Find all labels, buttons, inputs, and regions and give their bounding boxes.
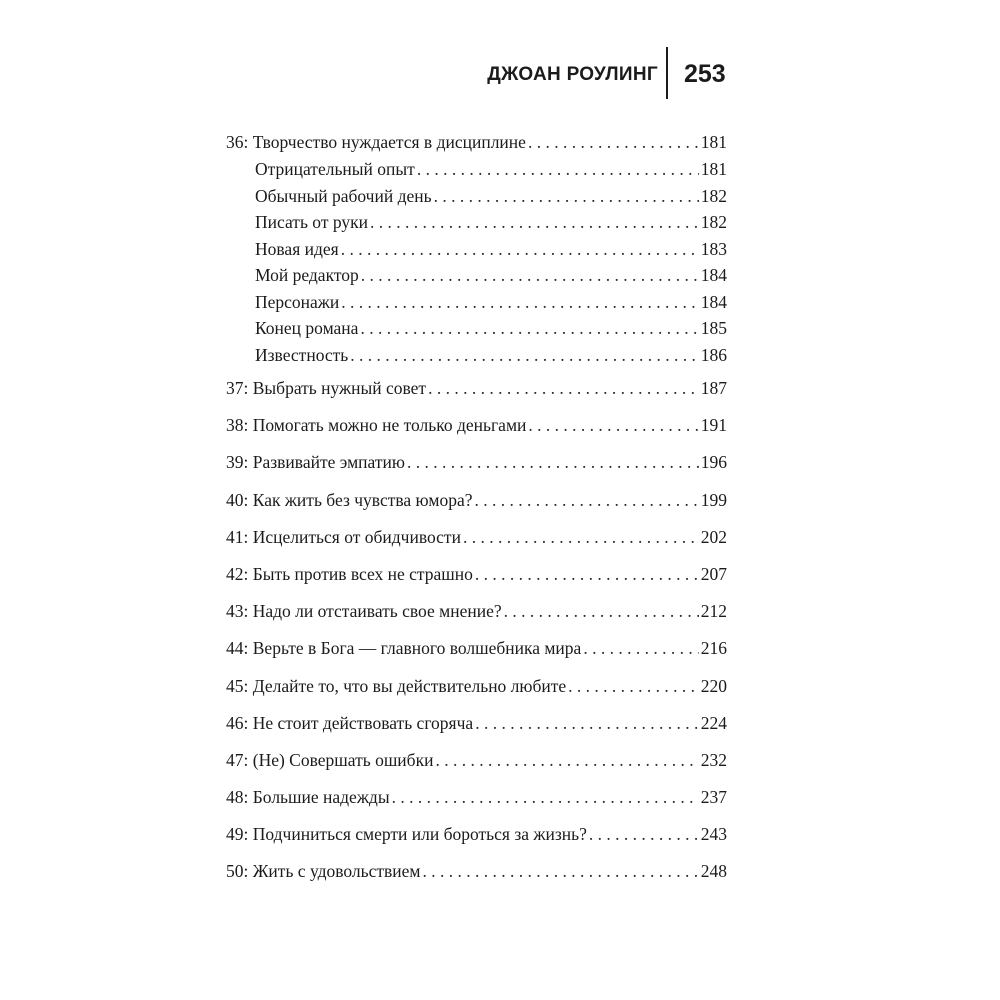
chapter-number: 44: <box>226 638 249 659</box>
toc-chapter-42 <box>226 556 727 593</box>
chapter-title: Большие надежды <box>252 787 390 808</box>
chapter-number: 39: <box>226 452 249 473</box>
chapter-number: 48: <box>226 787 249 808</box>
chapter-page: 237 <box>700 787 727 808</box>
toc-subsection <box>226 183 727 210</box>
header-author: ДЖОАН РОУЛИНГ <box>487 64 658 85</box>
header-divider <box>666 47 668 99</box>
chapter-page: 187 <box>700 378 727 398</box>
toc-chapter-50 <box>226 853 727 890</box>
dot-leader <box>360 315 698 342</box>
chapter-page: 199 <box>700 489 727 510</box>
chapter-number: 37: <box>226 378 249 398</box>
dot-leader <box>589 816 699 853</box>
chapter-page: 202 <box>700 526 727 547</box>
subsection-page: 184 <box>700 291 727 312</box>
dot-leader <box>392 779 699 816</box>
toc-chapter-41 <box>226 519 727 556</box>
dot-leader <box>475 556 699 593</box>
dot-leader <box>423 853 699 890</box>
chapter-title: Исцелиться от обидчивости <box>252 526 461 547</box>
chapter-number: 40: <box>226 489 249 510</box>
dot-leader <box>435 742 698 779</box>
chapter-page: 212 <box>700 601 727 622</box>
dot-leader <box>583 630 698 667</box>
subsection-title: Известность <box>255 344 349 365</box>
toc-subsection <box>226 342 727 369</box>
chapter-number: 43: <box>226 601 249 622</box>
subsection-title: Обычный рабочий день <box>255 185 432 206</box>
dot-leader <box>475 705 699 742</box>
toc-chapter-49 <box>226 816 727 853</box>
chapter-number: 50: <box>226 861 249 882</box>
chapter-page: 224 <box>700 712 727 733</box>
toc-chapter-44 <box>226 630 727 667</box>
dot-leader <box>475 482 699 519</box>
chapter-number: 36: <box>226 132 249 152</box>
dot-leader <box>350 342 698 369</box>
chapter-page: 181 <box>700 132 727 152</box>
toc-chapter-43 <box>226 593 727 630</box>
subsection-page: 184 <box>700 265 727 285</box>
chapter-title: Помогать можно не только деньгами <box>252 415 527 436</box>
chapter-page: 216 <box>700 638 727 659</box>
dot-leader <box>407 444 699 481</box>
toc-subsection <box>226 289 727 316</box>
toc-subsection <box>226 315 727 342</box>
chapter-number: 47: <box>226 749 249 770</box>
chapter-page: 243 <box>700 824 727 845</box>
header-page-number: 253 <box>684 60 726 88</box>
toc-chapter-36 <box>226 128 727 156</box>
toc-chapter-45 <box>226 668 727 705</box>
subsection-title: Мой редактор <box>255 265 359 285</box>
dot-leader <box>463 519 699 556</box>
chapter-title: Как жить без чувства юмора? <box>252 489 473 510</box>
subsection-page: 186 <box>700 344 727 365</box>
toc-chapter-40 <box>226 482 727 519</box>
dot-leader <box>341 289 698 316</box>
chapter-title: Творчество нуждается в дисциплине <box>252 132 526 152</box>
chapter-number: 46: <box>226 712 249 733</box>
chapter-title: Надо ли отстаивать свое мнение? <box>252 601 502 622</box>
subsection-page: 185 <box>700 318 727 338</box>
subsection-page: 182 <box>700 212 727 232</box>
table-of-contents <box>226 128 727 891</box>
subsection-title: Писать от руки <box>255 212 368 232</box>
chapter-title: Подчиниться смерти или бороться за жизнь? <box>252 824 587 845</box>
chapter-number: 49: <box>226 824 249 845</box>
dot-leader <box>417 156 699 183</box>
chapter-number: 45: <box>226 675 249 696</box>
toc-chapter-38 <box>226 407 727 444</box>
chapter-title: Выбрать нужный совет <box>252 378 427 398</box>
chapter-title: (Не) Совершать ошибки <box>252 749 434 770</box>
chapter-title: Верьте в Бога — главного волшебника мира <box>252 638 582 659</box>
toc-chapter-37 <box>226 370 727 407</box>
chapter-number: 42: <box>226 563 249 584</box>
subsection-title: Отрицательный опыт <box>255 159 415 179</box>
dot-leader <box>434 183 699 210</box>
dot-leader <box>528 407 698 444</box>
subsection-page: 181 <box>700 159 727 179</box>
toc-chapter-39 <box>226 444 727 481</box>
chapter-page: 207 <box>700 563 727 584</box>
chapter-number: 38: <box>226 415 249 436</box>
chapter-page: 220 <box>700 675 727 696</box>
subsection-title: Конец романа <box>255 318 359 338</box>
dot-leader <box>504 593 699 630</box>
chapter-title: Развивайте эмпатию <box>252 452 405 473</box>
dot-leader <box>528 128 699 156</box>
dot-leader <box>568 668 699 705</box>
dot-leader <box>370 209 699 236</box>
toc-chapter-48 <box>226 779 727 816</box>
subsection-title: Новая идея <box>255 238 339 259</box>
subsection-title: Персонажи <box>255 291 340 312</box>
chapter-page: 196 <box>700 452 727 473</box>
chapter-title: Быть против всех не страшно <box>252 563 473 584</box>
dot-leader <box>341 236 699 263</box>
toc-chapter-47 <box>226 742 727 779</box>
chapter-title: Жить с удовольствием <box>252 861 421 882</box>
subsection-page: 183 <box>700 238 727 259</box>
chapter-page: 232 <box>700 749 727 770</box>
toc-subsection <box>226 262 727 289</box>
toc-subsection <box>226 156 727 183</box>
chapter-page: 191 <box>700 415 727 436</box>
toc-subsection <box>226 236 727 263</box>
dot-leader <box>428 370 699 407</box>
chapter-page: 248 <box>700 861 727 882</box>
dot-leader <box>361 262 699 289</box>
chapter-number: 41: <box>226 526 249 547</box>
toc-subsection <box>226 209 727 236</box>
subsection-page: 182 <box>700 185 727 206</box>
chapter-title: Делайте то, что вы действительно любите <box>252 675 567 696</box>
chapter-title: Не стоит действовать сгоряча <box>252 712 474 733</box>
toc-chapter-46 <box>226 705 727 742</box>
